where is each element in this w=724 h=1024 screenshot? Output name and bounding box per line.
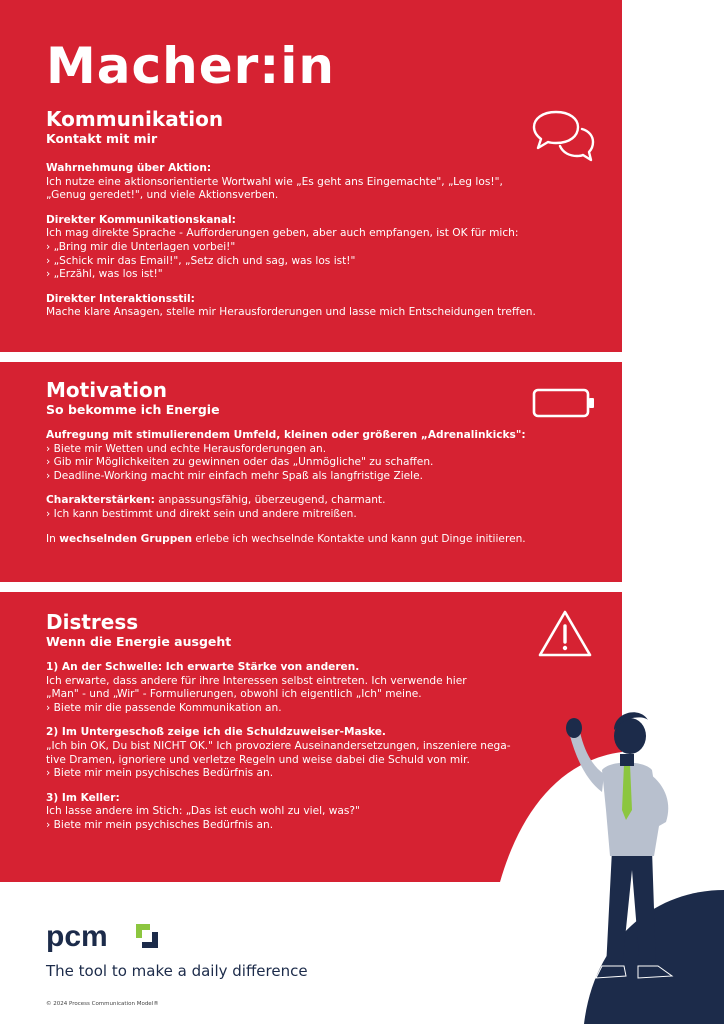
warning-icon: [536, 608, 594, 660]
communication-content: [46, 107, 586, 320]
distress-content: [46, 610, 586, 833]
battery-icon: [532, 388, 596, 418]
section-communication: [0, 0, 622, 352]
section-subtitle: Wenn die Energie ausgeht: [46, 634, 232, 649]
copyright: © 2024 Process Communication Model®: [46, 1001, 159, 1007]
section-subtitle: So bekomme ich Energie: [46, 402, 220, 417]
section-distress: [0, 592, 622, 882]
man-looking-up-illustration: [540, 700, 720, 990]
section-title: Kommunikation: [46, 107, 224, 131]
section-title: Motivation: [46, 378, 167, 402]
text-block: Aufregung mit stimulierendem Umfeld, kleinen oder größeren „Adrenalinkicks": › Biete mir Wetten und echte Herausforderungen an. › Gib mir Möglichkeiten zu gewinnen oder das „Unmögliche" zu schaffen. › Deadline-Working macht mir einfach mehr Spaß als langfristige Ziele.: [46, 429, 526, 482]
pcm-logo: [46, 918, 166, 952]
section-subtitle: Kontakt mit mir: [46, 131, 158, 146]
text-block: 3) Im Keller: Ich lasse andere im Stich: „Das ist euch wohl zu viel, was?" › Biete mir mein psychisches Bedürfnis an.: [46, 791, 360, 831]
text-block: 1) An der Schwelle: Ich erwarte Stärke von anderen. Ich erwarte, dass andere für ihre Interessen selbst eintreten. Ich verwende hier „Man" - und „Wir" - Formulierungen, obwohl ich eigentlich „Ich" meine. › Biete mir die passende Kommunikation an.: [46, 661, 467, 714]
page-title: Macher:in: [46, 37, 336, 95]
text-block: Charakterstärken: anpassungsfähig, überzeugend, charmant. › Ich kann bestimmt und direkt sein und andere mitreißen.: [46, 494, 386, 520]
pcm-logo-icon: [132, 920, 162, 950]
tagline: The tool to make a daily difference: [46, 962, 308, 980]
pcm-logo-text: pcm: [46, 920, 108, 952]
speech-bubbles-icon: [530, 108, 596, 164]
text-block: Direkter Kommunikationskanal: Ich mag direkte Sprache - Aufforderungen geben, aber auch empfangen, ist OK für mich: › „Bring mir die Unterlagen vorbei!" › „Schick mir das Email!", „Setz dich und sag, was los ist!" › „Erzähl, was los ist!": [46, 213, 519, 281]
text-block: Wahrnehmung über Aktion: Ich nutze eine aktionsorientierte Wortwahl wie „Es geht ans Eingemachte", „Leg los!", „Genug geredet!", und viele Aktionsverben.: [46, 162, 503, 202]
section-motivation: [0, 362, 622, 582]
motivation-content: [46, 378, 586, 546]
section-title: Distress: [46, 610, 139, 634]
text-block: In wechselnden Gruppen erlebe ich wechselnde Kontakte und kann gut Dinge initiieren.: [46, 532, 526, 545]
text-block: 2) Im Untergeschoß zeige ich die Schuldzuweiser-Maske. „Ich bin OK, Du bist NICHT OK." Ich provoziere Auseinandersetzungen, inszeniere nega- tive Dramen, ignoriere und verletze Regeln und weise dabei die Schuld von mir. › Biete mir mein psychisches Bedürfnis an.: [46, 726, 511, 780]
text-block: Direkter Interaktionsstil: Mache klare Ansagen, stelle mir Herausforderungen und lasse mich Entscheidungen treffen.: [46, 292, 536, 319]
